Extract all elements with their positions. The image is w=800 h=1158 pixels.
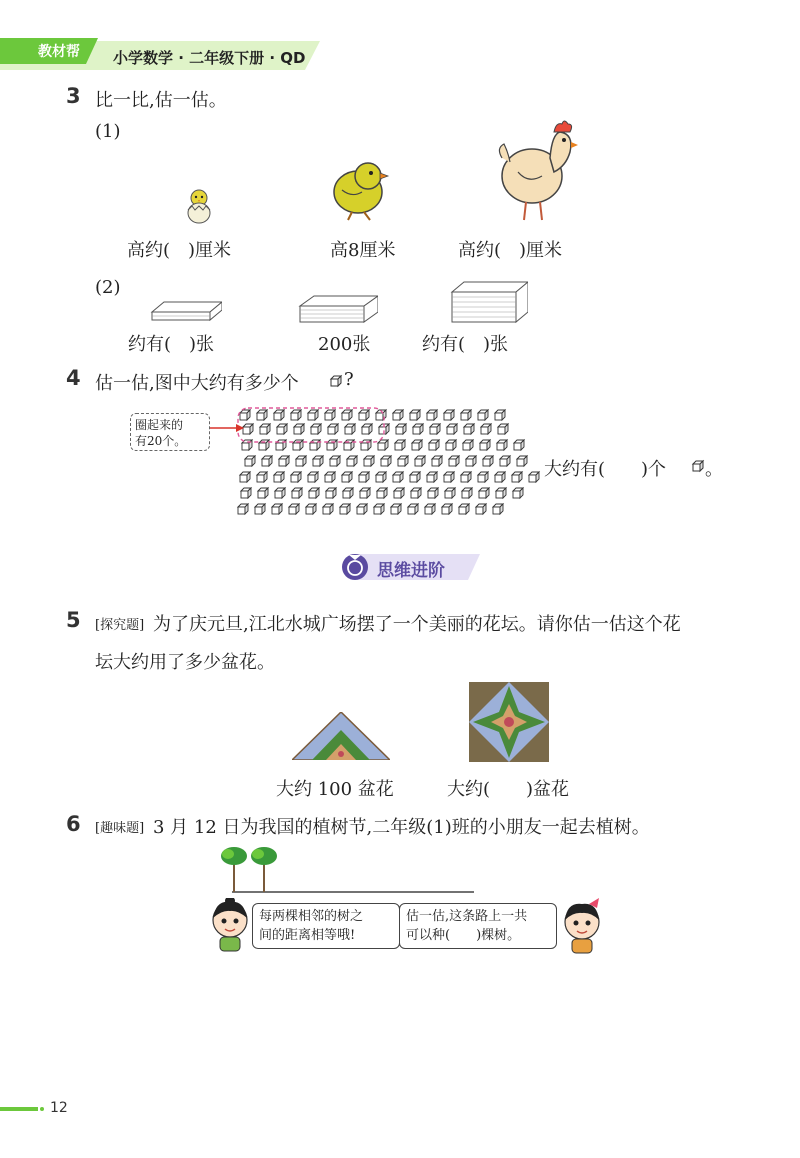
cube bbox=[391, 504, 401, 514]
cube bbox=[446, 440, 456, 450]
q6-tag: [趣味题] bbox=[95, 821, 145, 836]
cube bbox=[444, 410, 454, 420]
bubble-left-line2: 间的距离相等哦! bbox=[259, 928, 356, 943]
cube bbox=[512, 472, 522, 482]
cube bbox=[497, 440, 507, 450]
cube bbox=[463, 440, 473, 450]
cube bbox=[529, 472, 539, 482]
cube bbox=[275, 488, 285, 498]
q4-note-line2: 有20个。 bbox=[135, 434, 187, 448]
cube bbox=[342, 472, 352, 482]
cube bbox=[408, 504, 418, 514]
cube bbox=[459, 504, 469, 514]
cube bbox=[427, 472, 437, 482]
cube bbox=[393, 410, 403, 420]
small-paper-stack bbox=[150, 300, 222, 322]
small-cube-icon bbox=[329, 374, 343, 388]
cube bbox=[357, 504, 367, 514]
small-chick-caption: 高约( )厘米 bbox=[127, 240, 232, 261]
cube bbox=[311, 424, 321, 434]
q5-tag: [探究题] bbox=[95, 618, 145, 633]
cube bbox=[464, 424, 474, 434]
brand-label: 教材帮 bbox=[38, 44, 80, 60]
cube bbox=[444, 472, 454, 482]
cube bbox=[255, 504, 265, 514]
cube bbox=[313, 456, 323, 466]
flowerbed-triangle bbox=[292, 712, 390, 760]
cube bbox=[394, 488, 404, 498]
big-stack-caption: 约有( )张 bbox=[422, 334, 509, 355]
cube bbox=[495, 472, 505, 482]
cube bbox=[479, 488, 489, 498]
cube bbox=[480, 440, 490, 450]
cube-field bbox=[208, 400, 558, 530]
cube bbox=[493, 504, 503, 514]
section-title: 思维进阶 bbox=[377, 561, 445, 581]
cube bbox=[359, 472, 369, 482]
cube bbox=[514, 440, 524, 450]
cube bbox=[461, 472, 471, 482]
cube bbox=[447, 424, 457, 434]
q3-number: 3 bbox=[66, 84, 81, 108]
q4-number: 4 bbox=[66, 366, 81, 390]
q3-prompt: 比一比,估一估。 bbox=[95, 90, 227, 111]
cube bbox=[478, 410, 488, 420]
hen-image bbox=[496, 118, 578, 222]
cube bbox=[323, 504, 333, 514]
cube bbox=[362, 424, 372, 434]
cube bbox=[410, 410, 420, 420]
cube bbox=[347, 456, 357, 466]
big-chick-caption: 高8厘米 bbox=[330, 240, 396, 261]
cube bbox=[262, 456, 272, 466]
small-stack-caption: 约有( )张 bbox=[128, 334, 215, 355]
cube bbox=[241, 488, 251, 498]
cube bbox=[272, 504, 282, 514]
cube bbox=[427, 410, 437, 420]
small-chick-image bbox=[184, 186, 214, 226]
cube bbox=[257, 472, 267, 482]
hen-caption: 高约( )厘米 bbox=[458, 240, 563, 261]
cube bbox=[343, 488, 353, 498]
cube bbox=[445, 488, 455, 498]
cube bbox=[309, 488, 319, 498]
cube bbox=[395, 440, 405, 450]
cube bbox=[364, 456, 374, 466]
cube bbox=[425, 504, 435, 514]
cube bbox=[292, 488, 302, 498]
cube bbox=[513, 488, 523, 498]
cube bbox=[238, 504, 248, 514]
cube bbox=[342, 410, 352, 420]
cube bbox=[374, 504, 384, 514]
cube bbox=[277, 424, 287, 434]
cube bbox=[462, 488, 472, 498]
cube bbox=[476, 504, 486, 514]
page-number: 12 bbox=[50, 1100, 68, 1116]
cube bbox=[340, 504, 350, 514]
girl-right-avatar bbox=[559, 898, 605, 954]
cube bbox=[429, 440, 439, 450]
cube bbox=[330, 456, 340, 466]
cube bbox=[294, 424, 304, 434]
cube bbox=[483, 456, 493, 466]
cube bbox=[359, 410, 369, 420]
q5-line2: 坛大约用了多少盆花。 bbox=[95, 652, 275, 673]
cube bbox=[260, 424, 270, 434]
cube bbox=[257, 410, 267, 420]
girl-left-avatar bbox=[208, 898, 252, 952]
big-chick-image bbox=[326, 158, 390, 222]
cube bbox=[291, 410, 301, 420]
cube bbox=[377, 488, 387, 498]
cube bbox=[428, 488, 438, 498]
answer-cube-icon bbox=[691, 459, 705, 473]
cube bbox=[478, 472, 488, 482]
cube bbox=[376, 472, 386, 482]
cube bbox=[245, 456, 255, 466]
mid-paper-stack bbox=[298, 294, 378, 324]
cube bbox=[325, 410, 335, 420]
q4-note-box bbox=[130, 413, 210, 451]
cube bbox=[291, 472, 301, 482]
cube bbox=[289, 504, 299, 514]
bubble-right bbox=[399, 903, 557, 949]
cube bbox=[498, 424, 508, 434]
cube bbox=[430, 424, 440, 434]
bubble-left-line1: 每两棵相邻的树之 bbox=[259, 909, 364, 924]
q4-answer: 大约有( )个 bbox=[544, 459, 667, 480]
cube bbox=[517, 456, 527, 466]
cube bbox=[274, 472, 284, 482]
cube bbox=[378, 440, 388, 450]
cube bbox=[415, 456, 425, 466]
cube bbox=[345, 424, 355, 434]
header-title: 小学数学 · 二年级下册 · QD bbox=[113, 49, 306, 67]
cube bbox=[410, 472, 420, 482]
q6-number: 6 bbox=[66, 812, 81, 836]
cube bbox=[240, 472, 250, 482]
flowerbed-square bbox=[469, 682, 549, 762]
cube bbox=[495, 410, 505, 420]
cube bbox=[411, 488, 421, 498]
cube bbox=[306, 504, 316, 514]
q3-part2-label: (2) bbox=[95, 277, 121, 298]
cube bbox=[466, 456, 476, 466]
cube bbox=[325, 472, 335, 482]
cube bbox=[500, 456, 510, 466]
q4-answer-end: 。 bbox=[705, 459, 723, 480]
cube bbox=[396, 424, 406, 434]
q5-number: 5 bbox=[66, 608, 81, 632]
big-paper-stack bbox=[450, 280, 528, 324]
q5-line1: 为了庆元旦,江北水城广场摆了一个美丽的花坛。请你估一估这个花 bbox=[153, 614, 681, 635]
footer-bar bbox=[0, 1104, 46, 1114]
cube bbox=[381, 456, 391, 466]
cube bbox=[243, 424, 253, 434]
cube bbox=[360, 488, 370, 498]
cube bbox=[432, 456, 442, 466]
q4-prompt-end: ? bbox=[344, 369, 354, 390]
q5-caption-left: 大约 100 盆花 bbox=[276, 779, 394, 800]
cube bbox=[412, 440, 422, 450]
bubble-right-line2: 可以种( )棵树。 bbox=[406, 928, 521, 943]
cube bbox=[296, 456, 306, 466]
q5-caption-right: 大约( )盆花 bbox=[447, 779, 570, 800]
q3-part1-label: (1) bbox=[95, 121, 121, 142]
cube bbox=[326, 488, 336, 498]
cube bbox=[413, 424, 423, 434]
mid-stack-caption: 200张 bbox=[318, 334, 371, 355]
cube bbox=[393, 472, 403, 482]
cube bbox=[449, 456, 459, 466]
cube bbox=[461, 410, 471, 420]
cube bbox=[279, 456, 289, 466]
cube bbox=[481, 424, 491, 434]
cube bbox=[308, 410, 318, 420]
cube bbox=[398, 456, 408, 466]
cube bbox=[442, 504, 452, 514]
cube bbox=[274, 410, 284, 420]
bubble-left bbox=[252, 903, 400, 949]
q4-note-line1: 圈起来的 bbox=[135, 418, 184, 432]
cube bbox=[308, 472, 318, 482]
trees-and-road bbox=[218, 844, 474, 896]
cube bbox=[328, 424, 338, 434]
cube bbox=[258, 488, 268, 498]
cube bbox=[496, 488, 506, 498]
q6-text: 3 月 12 日为我国的植树节,二年级(1)班的小朋友一起去植树。 bbox=[153, 817, 650, 838]
q4-prompt: 估一估,图中大约有多少个 bbox=[95, 373, 299, 394]
bubble-right-line1: 估一估,这条路上一共 bbox=[406, 909, 528, 924]
cube bbox=[240, 410, 250, 420]
